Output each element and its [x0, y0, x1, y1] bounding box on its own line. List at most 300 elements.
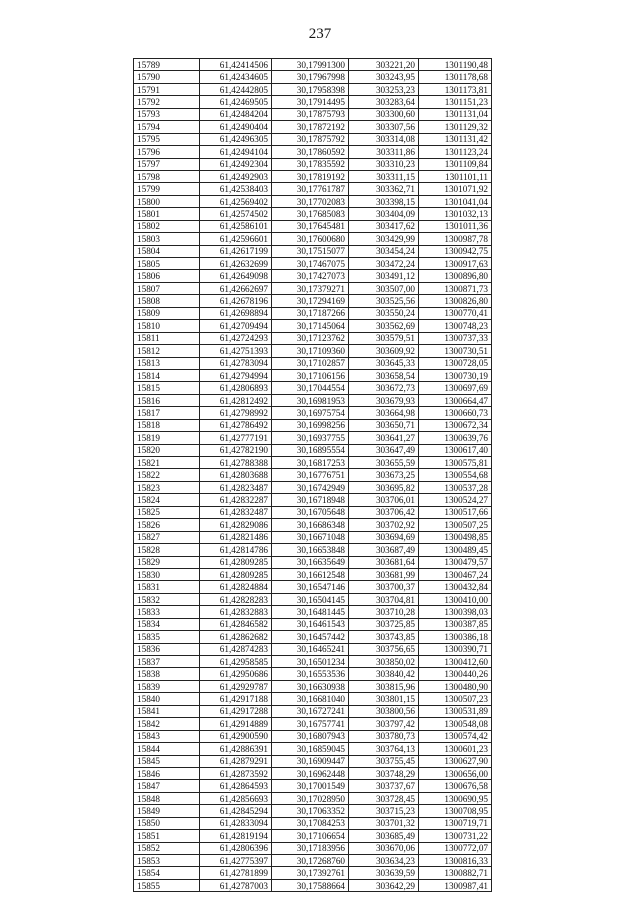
x-coordinate-cell: 303311,86 — [349, 146, 419, 158]
y-coordinate-cell: 1301178,68 — [419, 71, 492, 83]
y-coordinate-cell: 1300987,41 — [419, 879, 492, 891]
table-row — [134, 718, 492, 730]
table-row — [134, 394, 492, 406]
x-coordinate-cell: 303748,29 — [349, 767, 419, 779]
longitude-cell: 30,16465241 — [272, 643, 349, 655]
x-coordinate-cell: 303681,64 — [349, 556, 419, 568]
table-row — [134, 867, 492, 879]
latitude-cell: 61,42434605 — [200, 71, 272, 83]
point-number-cell: 15830 — [134, 568, 200, 580]
x-coordinate-cell: 303664,98 — [349, 407, 419, 419]
x-coordinate-cell: 303221,20 — [349, 59, 419, 71]
y-coordinate-cell: 1300871,73 — [419, 282, 492, 294]
y-coordinate-cell: 1300676,58 — [419, 780, 492, 792]
latitude-cell: 61,42856693 — [200, 792, 272, 804]
table-row — [134, 743, 492, 755]
point-number-cell: 15826 — [134, 519, 200, 531]
latitude-cell: 61,42809285 — [200, 556, 272, 568]
latitude-cell: 61,42569402 — [200, 195, 272, 207]
y-coordinate-cell: 1300942,75 — [419, 245, 492, 257]
page-number: 237 — [308, 26, 332, 42]
longitude-cell: 30,17145064 — [272, 320, 349, 332]
point-number-cell: 15802 — [134, 220, 200, 232]
point-number-cell: 15799 — [134, 183, 200, 195]
table-row — [134, 755, 492, 767]
table-row — [134, 133, 492, 145]
point-number-cell: 15807 — [134, 282, 200, 294]
point-number-cell: 15811 — [134, 332, 200, 344]
table-row — [134, 805, 492, 817]
latitude-cell: 61,42914889 — [200, 718, 272, 730]
latitude-cell: 61,42821486 — [200, 531, 272, 543]
longitude-cell: 30,16998256 — [272, 419, 349, 431]
x-coordinate-cell: 303710,28 — [349, 606, 419, 618]
longitude-cell: 30,16807943 — [272, 730, 349, 742]
x-coordinate-cell: 303550,24 — [349, 307, 419, 319]
table-row — [134, 382, 492, 394]
y-coordinate-cell: 1300730,19 — [419, 369, 492, 381]
x-coordinate-cell: 303310,23 — [349, 158, 419, 170]
point-number-cell: 15835 — [134, 631, 200, 643]
y-coordinate-cell: 1300772,07 — [419, 842, 492, 854]
y-coordinate-cell: 1300601,23 — [419, 743, 492, 755]
x-coordinate-cell: 303755,45 — [349, 755, 419, 767]
table-row — [134, 842, 492, 854]
point-number-cell: 15812 — [134, 345, 200, 357]
longitude-cell: 30,17063352 — [272, 805, 349, 817]
x-coordinate-cell: 303737,67 — [349, 780, 419, 792]
latitude-cell: 61,42862682 — [200, 631, 272, 643]
y-coordinate-cell: 1300390,71 — [419, 643, 492, 655]
longitude-cell: 30,17123762 — [272, 332, 349, 344]
point-number-cell: 15798 — [134, 170, 200, 182]
latitude-cell: 61,42442805 — [200, 83, 272, 95]
x-coordinate-cell: 303300,60 — [349, 108, 419, 120]
latitude-cell: 61,42833094 — [200, 817, 272, 829]
longitude-cell: 30,17084253 — [272, 817, 349, 829]
longitude-cell: 30,16481445 — [272, 606, 349, 618]
point-number-cell: 15827 — [134, 531, 200, 543]
latitude-cell: 61,42929787 — [200, 680, 272, 692]
latitude-cell: 61,42781899 — [200, 867, 272, 879]
longitude-cell: 30,16686348 — [272, 519, 349, 531]
x-coordinate-cell: 303609,92 — [349, 345, 419, 357]
latitude-cell: 61,42832287 — [200, 494, 272, 506]
table-row — [134, 170, 492, 182]
point-number-cell: 15824 — [134, 494, 200, 506]
table-row — [134, 357, 492, 369]
longitude-cell: 30,16457442 — [272, 631, 349, 643]
latitude-cell: 61,42596601 — [200, 233, 272, 245]
point-number-cell: 15809 — [134, 307, 200, 319]
table-row — [134, 780, 492, 792]
table-row — [134, 656, 492, 668]
table-row — [134, 233, 492, 245]
latitude-cell: 61,42586101 — [200, 220, 272, 232]
point-number-cell: 15851 — [134, 830, 200, 842]
x-coordinate-cell: 303429,99 — [349, 233, 419, 245]
longitude-cell: 30,16718948 — [272, 494, 349, 506]
x-coordinate-cell: 303815,96 — [349, 680, 419, 692]
point-number-cell: 15789 — [134, 59, 200, 71]
latitude-cell: 61,42917188 — [200, 693, 272, 705]
latitude-cell: 61,42414506 — [200, 59, 272, 71]
coordinates-table — [133, 58, 492, 892]
x-coordinate-cell: 303840,42 — [349, 668, 419, 680]
longitude-cell: 30,17875793 — [272, 108, 349, 120]
table-row — [134, 83, 492, 95]
y-coordinate-cell: 1300412,60 — [419, 656, 492, 668]
longitude-cell: 30,17268760 — [272, 855, 349, 867]
x-coordinate-cell: 303562,69 — [349, 320, 419, 332]
longitude-cell: 30,16757741 — [272, 718, 349, 730]
longitude-cell: 30,16817253 — [272, 457, 349, 469]
point-number-cell: 15814 — [134, 369, 200, 381]
latitude-cell: 61,42873592 — [200, 767, 272, 779]
y-coordinate-cell: 1300770,41 — [419, 307, 492, 319]
longitude-cell: 30,17001549 — [272, 780, 349, 792]
latitude-cell: 61,42574502 — [200, 208, 272, 220]
latitude-cell: 61,42777191 — [200, 432, 272, 444]
x-coordinate-cell: 303728,45 — [349, 792, 419, 804]
table-row — [134, 643, 492, 655]
y-coordinate-cell: 1300719,71 — [419, 817, 492, 829]
longitude-cell: 30,17106654 — [272, 830, 349, 842]
longitude-cell: 30,16671048 — [272, 531, 349, 543]
longitude-cell: 30,17467075 — [272, 258, 349, 270]
y-coordinate-cell: 1300826,80 — [419, 295, 492, 307]
point-number-cell: 15836 — [134, 643, 200, 655]
latitude-cell: 61,42632699 — [200, 258, 272, 270]
point-number-cell: 15808 — [134, 295, 200, 307]
y-coordinate-cell: 1300664,47 — [419, 394, 492, 406]
x-coordinate-cell: 303700,37 — [349, 581, 419, 593]
table-row — [134, 879, 492, 891]
latitude-cell: 61,42538403 — [200, 183, 272, 195]
latitude-cell: 61,42864593 — [200, 780, 272, 792]
point-number-cell: 15844 — [134, 743, 200, 755]
point-number-cell: 15837 — [134, 656, 200, 668]
table-row — [134, 121, 492, 133]
table-row — [134, 792, 492, 804]
y-coordinate-cell: 1301131,42 — [419, 133, 492, 145]
x-coordinate-cell: 303780,73 — [349, 730, 419, 742]
point-number-cell: 15791 — [134, 83, 200, 95]
y-coordinate-cell: 1301041,04 — [419, 195, 492, 207]
y-coordinate-cell: 1300467,24 — [419, 568, 492, 580]
y-coordinate-cell: 1300730,51 — [419, 345, 492, 357]
x-coordinate-cell: 303764,13 — [349, 743, 419, 755]
longitude-cell: 30,17702083 — [272, 195, 349, 207]
x-coordinate-cell: 303658,54 — [349, 369, 419, 381]
y-coordinate-cell: 1301032,13 — [419, 208, 492, 220]
x-coordinate-cell: 303639,59 — [349, 867, 419, 879]
x-coordinate-cell: 303681,99 — [349, 568, 419, 580]
latitude-cell: 61,42829086 — [200, 519, 272, 531]
point-number-cell: 15846 — [134, 767, 200, 779]
x-coordinate-cell: 303743,85 — [349, 631, 419, 643]
y-coordinate-cell: 1300731,22 — [419, 830, 492, 842]
point-number-cell: 15813 — [134, 357, 200, 369]
latitude-cell: 61,42617199 — [200, 245, 272, 257]
latitude-cell: 61,42874283 — [200, 643, 272, 655]
latitude-cell: 61,42824884 — [200, 581, 272, 593]
x-coordinate-cell: 303695,82 — [349, 481, 419, 493]
point-number-cell: 15820 — [134, 444, 200, 456]
x-coordinate-cell: 303801,15 — [349, 693, 419, 705]
point-number-cell: 15795 — [134, 133, 200, 145]
x-coordinate-cell: 303650,71 — [349, 419, 419, 431]
longitude-cell: 30,17392761 — [272, 867, 349, 879]
x-coordinate-cell: 303398,15 — [349, 195, 419, 207]
longitude-cell: 30,16630938 — [272, 680, 349, 692]
point-number-cell: 15825 — [134, 506, 200, 518]
x-coordinate-cell: 303694,69 — [349, 531, 419, 543]
longitude-cell: 30,16909447 — [272, 755, 349, 767]
point-number-cell: 15818 — [134, 419, 200, 431]
latitude-cell: 61,42783094 — [200, 357, 272, 369]
point-number-cell: 15842 — [134, 718, 200, 730]
longitude-cell: 30,17294169 — [272, 295, 349, 307]
point-number-cell: 15790 — [134, 71, 200, 83]
table-row — [134, 71, 492, 83]
longitude-cell: 30,17645481 — [272, 220, 349, 232]
y-coordinate-cell: 1300672,34 — [419, 419, 492, 431]
y-coordinate-cell: 1300737,33 — [419, 332, 492, 344]
latitude-cell: 61,42846582 — [200, 618, 272, 630]
latitude-cell: 61,42662697 — [200, 282, 272, 294]
longitude-cell: 30,17991300 — [272, 59, 349, 71]
x-coordinate-cell: 303507,00 — [349, 282, 419, 294]
y-coordinate-cell: 1300386,18 — [419, 631, 492, 643]
longitude-cell: 30,16895554 — [272, 444, 349, 456]
x-coordinate-cell: 303673,25 — [349, 469, 419, 481]
table-row — [134, 270, 492, 282]
y-coordinate-cell: 1300917,63 — [419, 258, 492, 270]
x-coordinate-cell: 303647,49 — [349, 444, 419, 456]
x-coordinate-cell: 303706,01 — [349, 494, 419, 506]
point-number-cell: 15853 — [134, 855, 200, 867]
y-coordinate-cell: 1300524,27 — [419, 494, 492, 506]
latitude-cell: 61,42492304 — [200, 158, 272, 170]
table-row — [134, 544, 492, 556]
latitude-cell: 61,42819194 — [200, 830, 272, 842]
latitude-cell: 61,42823487 — [200, 481, 272, 493]
latitude-cell: 61,42879291 — [200, 755, 272, 767]
latitude-cell: 61,42649098 — [200, 270, 272, 282]
point-number-cell: 15828 — [134, 544, 200, 556]
table-row — [134, 345, 492, 357]
latitude-cell: 61,42958585 — [200, 656, 272, 668]
latitude-cell: 61,42490404 — [200, 121, 272, 133]
y-coordinate-cell: 1301011,36 — [419, 220, 492, 232]
latitude-cell: 61,42724293 — [200, 332, 272, 344]
x-coordinate-cell: 303706,42 — [349, 506, 419, 518]
point-number-cell: 15823 — [134, 481, 200, 493]
table-row — [134, 220, 492, 232]
table-row — [134, 457, 492, 469]
y-coordinate-cell: 1300554,68 — [419, 469, 492, 481]
y-coordinate-cell: 1300537,28 — [419, 481, 492, 493]
latitude-cell: 61,42788388 — [200, 457, 272, 469]
longitude-cell: 30,17102857 — [272, 357, 349, 369]
longitude-cell: 30,17685083 — [272, 208, 349, 220]
point-number-cell: 15838 — [134, 668, 200, 680]
x-coordinate-cell: 303311,15 — [349, 170, 419, 182]
x-coordinate-cell: 303800,56 — [349, 705, 419, 717]
y-coordinate-cell: 1301190,48 — [419, 59, 492, 71]
longitude-cell: 30,17427073 — [272, 270, 349, 282]
longitude-cell: 30,17967998 — [272, 71, 349, 83]
latitude-cell: 61,42469505 — [200, 96, 272, 108]
y-coordinate-cell: 1300479,57 — [419, 556, 492, 568]
longitude-cell: 30,17600680 — [272, 233, 349, 245]
table-row — [134, 245, 492, 257]
longitude-cell: 30,16547146 — [272, 581, 349, 593]
latitude-cell: 61,42698894 — [200, 307, 272, 319]
point-number-cell: 15810 — [134, 320, 200, 332]
y-coordinate-cell: 1300660,73 — [419, 407, 492, 419]
table-row — [134, 258, 492, 270]
point-number-cell: 15797 — [134, 158, 200, 170]
x-coordinate-cell: 303687,49 — [349, 544, 419, 556]
longitude-cell: 30,17106156 — [272, 369, 349, 381]
x-coordinate-cell: 303641,27 — [349, 432, 419, 444]
table-row — [134, 494, 492, 506]
x-coordinate-cell: 303525,56 — [349, 295, 419, 307]
y-coordinate-cell: 1301101,11 — [419, 170, 492, 182]
longitude-cell: 30,16705648 — [272, 506, 349, 518]
point-number-cell: 15793 — [134, 108, 200, 120]
x-coordinate-cell: 303679,93 — [349, 394, 419, 406]
x-coordinate-cell: 303307,56 — [349, 121, 419, 133]
latitude-cell: 61,42484204 — [200, 108, 272, 120]
x-coordinate-cell: 303655,59 — [349, 457, 419, 469]
x-coordinate-cell: 303634,23 — [349, 855, 419, 867]
table-row — [134, 469, 492, 481]
table-row — [134, 556, 492, 568]
point-number-cell: 15832 — [134, 593, 200, 605]
x-coordinate-cell: 303642,29 — [349, 879, 419, 891]
latitude-cell: 61,42751393 — [200, 345, 272, 357]
point-number-cell: 15849 — [134, 805, 200, 817]
point-number-cell: 15803 — [134, 233, 200, 245]
table-row — [134, 581, 492, 593]
longitude-cell: 30,17109360 — [272, 345, 349, 357]
longitude-cell: 30,17588664 — [272, 879, 349, 891]
latitude-cell: 61,42917288 — [200, 705, 272, 717]
y-coordinate-cell: 1300507,23 — [419, 693, 492, 705]
table-row — [134, 519, 492, 531]
table-row — [134, 531, 492, 543]
table-row — [134, 332, 492, 344]
latitude-cell: 61,42786492 — [200, 419, 272, 431]
y-coordinate-cell: 1300748,23 — [419, 320, 492, 332]
y-coordinate-cell: 1300387,85 — [419, 618, 492, 630]
table-row — [134, 730, 492, 742]
table-row — [134, 481, 492, 493]
y-coordinate-cell: 1300896,80 — [419, 270, 492, 282]
longitude-cell: 30,16501234 — [272, 656, 349, 668]
x-coordinate-cell: 303579,51 — [349, 332, 419, 344]
x-coordinate-cell: 303685,49 — [349, 830, 419, 842]
point-number-cell: 15855 — [134, 879, 200, 891]
x-coordinate-cell: 303797,42 — [349, 718, 419, 730]
table-row — [134, 407, 492, 419]
table-row — [134, 568, 492, 580]
y-coordinate-cell: 1300531,89 — [419, 705, 492, 717]
y-coordinate-cell: 1300517,66 — [419, 506, 492, 518]
y-coordinate-cell: 1300480,90 — [419, 680, 492, 692]
table-row — [134, 705, 492, 717]
table-row — [134, 432, 492, 444]
point-number-cell: 15792 — [134, 96, 200, 108]
point-number-cell: 15847 — [134, 780, 200, 792]
point-number-cell: 15822 — [134, 469, 200, 481]
longitude-cell: 30,16681040 — [272, 693, 349, 705]
latitude-cell: 61,42494104 — [200, 146, 272, 158]
y-coordinate-cell: 1300507,25 — [419, 519, 492, 531]
x-coordinate-cell: 303404,09 — [349, 208, 419, 220]
latitude-cell: 61,42809285 — [200, 568, 272, 580]
longitude-cell: 30,16635649 — [272, 556, 349, 568]
longitude-cell: 30,16504145 — [272, 593, 349, 605]
longitude-cell: 30,17860592 — [272, 146, 349, 158]
point-number-cell: 15834 — [134, 618, 200, 630]
longitude-cell: 30,17187266 — [272, 307, 349, 319]
table-row — [134, 680, 492, 692]
table-row — [134, 506, 492, 518]
longitude-cell: 30,16742949 — [272, 481, 349, 493]
x-coordinate-cell: 303704,81 — [349, 593, 419, 605]
y-coordinate-cell: 1300440,26 — [419, 668, 492, 680]
longitude-cell: 30,16776751 — [272, 469, 349, 481]
x-coordinate-cell: 303701,32 — [349, 817, 419, 829]
longitude-cell: 30,16461543 — [272, 618, 349, 630]
longitude-cell: 30,17028950 — [272, 792, 349, 804]
table-row — [134, 183, 492, 195]
point-number-cell: 15815 — [134, 382, 200, 394]
point-number-cell: 15801 — [134, 208, 200, 220]
table-row — [134, 320, 492, 332]
latitude-cell: 61,42832487 — [200, 506, 272, 518]
longitude-cell: 30,17958398 — [272, 83, 349, 95]
point-number-cell: 15800 — [134, 195, 200, 207]
table-row — [134, 96, 492, 108]
latitude-cell: 61,42794994 — [200, 369, 272, 381]
y-coordinate-cell: 1300574,42 — [419, 730, 492, 742]
table-row — [134, 693, 492, 705]
point-number-cell: 15852 — [134, 842, 200, 854]
table-row — [134, 618, 492, 630]
y-coordinate-cell: 1301123,24 — [419, 146, 492, 158]
x-coordinate-cell: 303417,62 — [349, 220, 419, 232]
point-number-cell: 15804 — [134, 245, 200, 257]
latitude-cell: 61,42775397 — [200, 855, 272, 867]
longitude-cell: 30,17379271 — [272, 282, 349, 294]
point-number-cell: 15850 — [134, 817, 200, 829]
point-number-cell: 15816 — [134, 394, 200, 406]
x-coordinate-cell: 303715,23 — [349, 805, 419, 817]
y-coordinate-cell: 1300708,95 — [419, 805, 492, 817]
latitude-cell: 61,42787003 — [200, 879, 272, 891]
y-coordinate-cell: 1300432,84 — [419, 581, 492, 593]
y-coordinate-cell: 1300882,71 — [419, 867, 492, 879]
table-row — [134, 631, 492, 643]
table-row — [134, 830, 492, 842]
longitude-cell: 30,17872192 — [272, 121, 349, 133]
x-coordinate-cell: 303756,65 — [349, 643, 419, 655]
